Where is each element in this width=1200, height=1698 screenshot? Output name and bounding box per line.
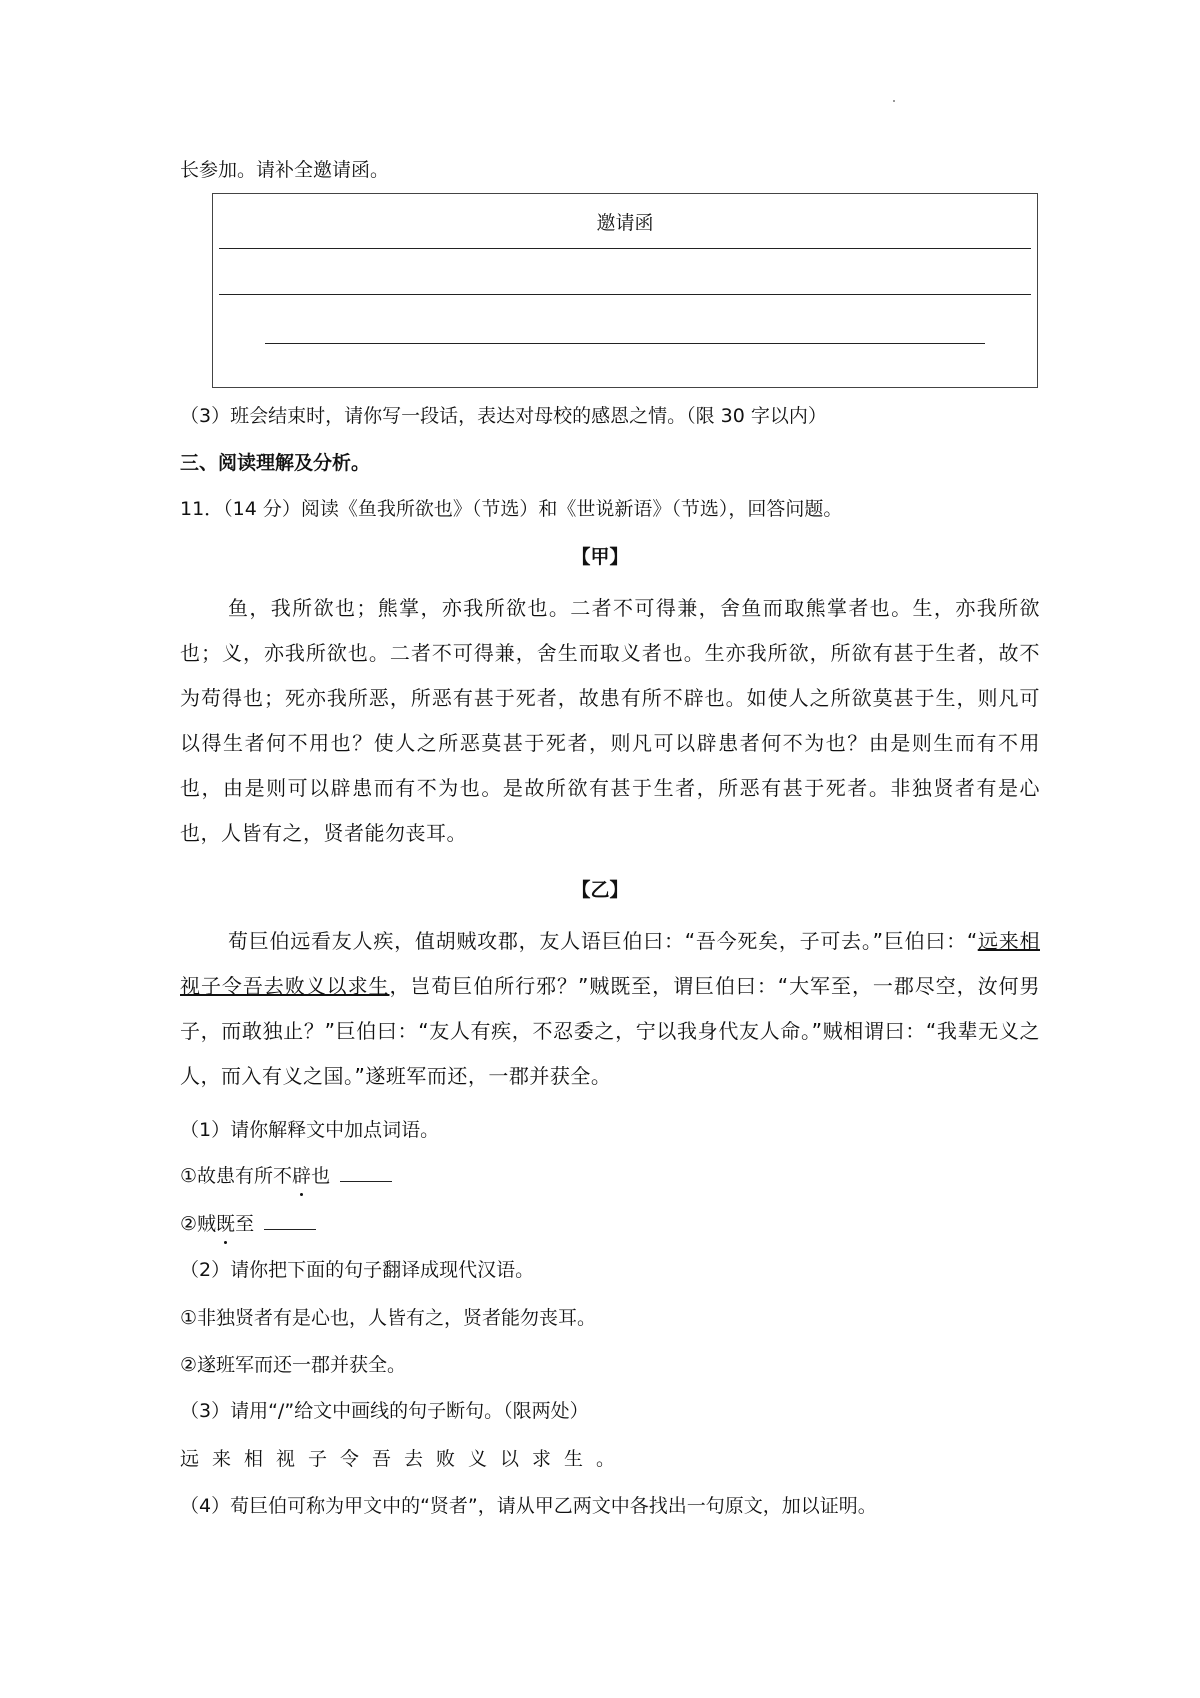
continued-question-line: 长参加。请补全邀请函。: [180, 159, 390, 181]
question-11-4-label: （4）荀巨伯可称为甲文中的“贤者”，请从甲乙两文中各找出一句原文，加以证明。: [180, 1495, 877, 1517]
invitation-answer-line-1[interactable]: [219, 248, 1031, 249]
question-11-1-label: （1）请你解释文中加点词语。: [180, 1119, 440, 1141]
passage-yi-text: [180, 919, 1040, 1099]
passage-jia-heading: 【甲】: [571, 546, 629, 568]
question-10-3: （3）班会结束时，请你写一段话，表达对母校的感恩之情。（限 30 字以内）: [180, 405, 827, 427]
passage-yi-text-before: 荀巨伯远看友人疾，值胡贼攻郡，友人语巨伯曰：“吾今死矣，子可去。”巨伯曰：“: [228, 929, 978, 953]
item-text: ②贼: [180, 1213, 217, 1235]
question-11-2-item-1: ①非独贤者有是心也，人皆有之，贤者能勿丧耳。: [180, 1307, 597, 1329]
answer-blank-1[interactable]: [340, 1163, 392, 1182]
invitation-answer-line-3[interactable]: [265, 343, 985, 344]
question-11-1-item-2: [180, 1211, 316, 1237]
section-heading-reading: 三、阅读理解及分析。: [180, 452, 371, 474]
question-11-3-label: （3）请用“/”给文中画线的句子断句。（限两处）: [180, 1400, 589, 1422]
question-11-1-item-1: [180, 1163, 392, 1189]
item-text: 也: [311, 1165, 331, 1187]
invitation-box[interactable]: [212, 193, 1038, 388]
passage-yi-underlined-sentence: 远来相视子令吾去败义以求生: [180, 929, 1040, 998]
scan-speck: [893, 100, 895, 102]
passage-jia-text: 鱼，我所欲也；熊掌，亦我所欲也。二者不可得兼，舍鱼而取熊掌者也。生，亦我所欲也；义，亦我所欲也。二者不可得兼，舍生而取义者也。生亦我所欲，所欲有甚于生者，故不为苟得也；死亦我所恶，所恶有甚于死者，故患有所不辟也。如使人之所欲莫甚于生，则凡可以得生者何不用也？使人之所恶莫甚于死者，则凡可以辟患者何不为也？由是则生而有不用也，由是则可以辟患而有不为也。是故所欲有甚于生者，所恶有甚于死者。非独贤者有是心也，人皆有之，贤者能勿丧耳。: [180, 596, 1040, 845]
answer-blank-2[interactable]: [264, 1211, 316, 1230]
passage-yi-heading: 【乙】: [571, 879, 629, 901]
question-11-2-item-2: ②遂班军而还一郡并获全。: [180, 1354, 407, 1376]
item-text: ①故患有所不: [180, 1165, 293, 1187]
invitation-title: 邀请函: [596, 212, 654, 234]
question-11-3-sentence: 远来相视子令吾去败义以求生。: [180, 1448, 629, 1470]
question-11-2-label: （2）请你把下面的句子翻译成现代汉语。: [180, 1259, 535, 1281]
question-11-intro: 11．（14 分）阅读《鱼我所欲也》（节选）和《世说新语》（节选），回答问题。: [180, 498, 843, 520]
dotted-char: 既: [216, 1213, 236, 1235]
passage-yi-text-after: ，岂荀巨伯所行邪？”贼既至，谓巨伯曰：“大军至，一郡尽空，汝何男子，而敢独止？”巨伯曰：“友人有疾，不忍委之，宁以我身代友人命。”贼相谓曰：“我辈无义之人，而入有义之国。”遂班军而还，一郡并获全。: [180, 974, 1041, 1088]
item-text: 至: [235, 1213, 255, 1235]
dotted-char: 辟: [292, 1165, 312, 1187]
invitation-answer-line-2[interactable]: [219, 294, 1031, 295]
